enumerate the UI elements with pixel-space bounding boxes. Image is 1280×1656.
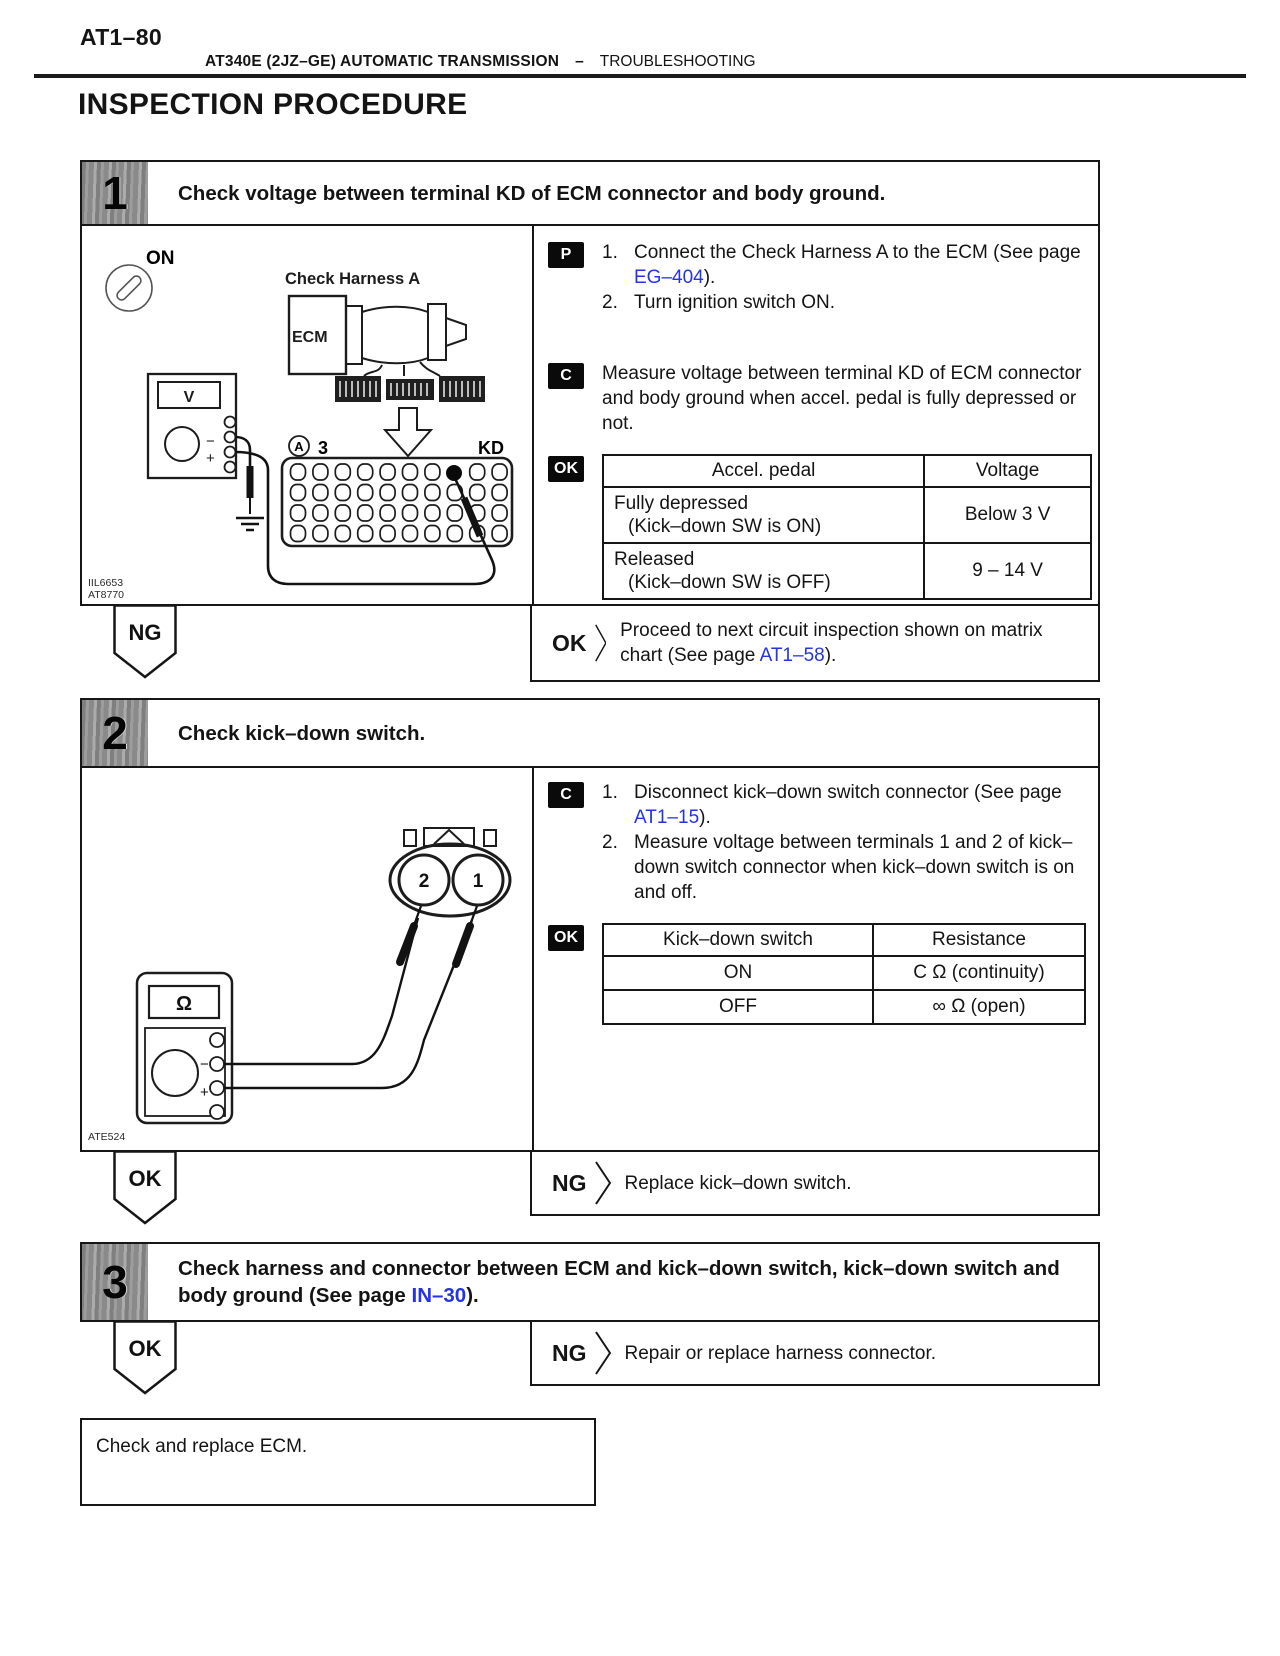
final-action-text: Check and replace ECM.: [96, 1436, 308, 1457]
list-item: [602, 290, 1092, 315]
resistance-spec-table: [602, 923, 1086, 1025]
step-1-body: [82, 226, 1098, 604]
ng-result-label: NG: [552, 1169, 587, 1196]
step-1-diagram: [82, 226, 534, 604]
svg-text:−: −: [200, 1056, 209, 1073]
step-3-header: [82, 1244, 1098, 1320]
section-separator: –: [575, 53, 584, 70]
step-2-instructions: [534, 768, 1098, 1150]
running-header: [205, 53, 756, 71]
cell-value: C Ω (continuity): [873, 956, 1085, 990]
ok-result-label: OK: [552, 629, 587, 656]
step-1-title: Check voltage between terminal KD of ECM connector and body ground.: [178, 181, 886, 205]
figure-code-1: IIL6653: [88, 577, 124, 589]
item-number: 2.: [602, 292, 618, 313]
header-rule: [34, 74, 1246, 78]
kickdown-connector-icon: [390, 828, 510, 916]
item-number: 1.: [602, 242, 618, 263]
table-header: Kick–down switch: [603, 924, 873, 956]
check-text: Measure voltage between terminal KD of ECM connector and body ground when accel. pedal is fully depressed or not.: [602, 363, 1082, 434]
ng-result-label: NG: [552, 1339, 587, 1366]
svg-text:KD: KD: [478, 438, 504, 458]
table-row: [603, 990, 1085, 1024]
check-badge: C: [548, 363, 584, 389]
figure-code: ATE524: [88, 1131, 126, 1143]
svg-text:−: −: [206, 433, 215, 450]
ok-badge: OK: [548, 925, 584, 951]
ok-result-text: [620, 618, 1088, 668]
page-link-eg404[interactable]: EG–404: [634, 267, 704, 288]
step-3-results: [80, 1322, 1100, 1410]
prepare-badge: P: [548, 242, 584, 268]
svg-text:V: V: [183, 389, 195, 406]
item-text: Disconnect kick–down switch connector (See page: [634, 782, 1062, 803]
ok-spec-row: [548, 923, 1092, 1025]
cell-line: Released: [614, 549, 695, 570]
item-number: 2.: [602, 832, 618, 853]
section-subtitle: TROUBLESHOOTING: [599, 53, 756, 70]
table-row: [603, 487, 1091, 543]
svg-text:Check Harness A: Check Harness A: [285, 270, 421, 288]
table-header: Voltage: [924, 455, 1091, 487]
ecm-voltage-check-diagram: [82, 226, 530, 602]
svg-text:A: A: [294, 439, 304, 454]
ng-pentagon-badge: [113, 604, 177, 680]
voltage-spec-table: [602, 454, 1092, 600]
ok-spec-row: [548, 454, 1092, 600]
step-3-number-badge: 3: [82, 1244, 148, 1320]
chevron-right-icon: [595, 617, 607, 669]
step-3-box: [80, 1242, 1100, 1322]
check-badge: C: [548, 782, 584, 808]
probe-wires: [224, 906, 477, 1088]
svg-text:ON: ON: [146, 248, 175, 269]
result-text: Proceed to next circuit inspection shown on matrix chart (See page: [620, 620, 1043, 666]
check-row: [548, 780, 1092, 905]
svg-text:+: +: [200, 1084, 209, 1101]
result-text-post: ).: [824, 645, 837, 666]
svg-text:1: 1: [472, 871, 484, 892]
kickdown-switch-check-diagram: [82, 768, 530, 1148]
step-2-body: [82, 768, 1098, 1150]
section-title: AT340E (2JZ–GE) AUTOMATIC TRANSMISSION: [205, 53, 560, 70]
ok-result-box: [530, 604, 1100, 682]
svg-text:OK: OK: [128, 1336, 162, 1361]
chevron-right-icon: [595, 1331, 611, 1375]
figure-code-2: AT8770: [88, 589, 124, 601]
step-2-results: [80, 1152, 1100, 1242]
ng-result-box: [530, 1150, 1100, 1216]
svg-text:NG: NG: [128, 620, 162, 645]
svg-text:3: 3: [318, 438, 329, 458]
table-header: Accel. pedal: [603, 455, 924, 487]
check-row: [548, 361, 1092, 436]
item-text: Measure voltage between terminals 1 and 2 of kick–down switch connector when kick–down switch is on and off.: [634, 832, 1075, 903]
down-arrow-icon: [385, 408, 431, 456]
table-row: [603, 956, 1085, 990]
cell-value: OFF: [603, 990, 873, 1024]
page-title: INSPECTION PROCEDURE: [78, 88, 468, 121]
item-text-post: ).: [699, 807, 711, 828]
ok-badge: OK: [548, 456, 584, 482]
page-number: AT1–80: [80, 24, 162, 50]
list-item: [602, 240, 1092, 290]
cell-value: 9 – 14 V: [924, 543, 1091, 599]
ohmmeter-icon: [137, 973, 232, 1123]
chevron-right-icon: [595, 1161, 611, 1205]
list-item: [602, 830, 1092, 905]
cell-line: (Kick–down SW is ON): [628, 516, 822, 537]
step-2-number-badge: 2: [82, 700, 148, 766]
cell-line: Fully depressed: [614, 493, 749, 514]
step-2-box: [80, 698, 1100, 1152]
svg-text:OK: OK: [128, 1166, 162, 1191]
ok-pentagon-badge: [113, 1150, 177, 1226]
title-text: Check harness and connector between ECM and kick–down switch, kick–down switch and body ground (See page: [178, 1257, 1060, 1307]
cell-value: ON: [603, 956, 873, 990]
page-link-at115[interactable]: AT1–15: [634, 807, 700, 828]
ignition-switch-icon: [106, 248, 175, 311]
item-number: 1.: [602, 782, 618, 803]
step-1-instructions: [534, 226, 1098, 604]
ng-result-text: Repair or replace harness connector.: [624, 1342, 937, 1364]
step-2-title: Check kick–down switch.: [178, 721, 426, 745]
svg-text:ECM: ECM: [292, 329, 328, 346]
svg-text:+: +: [206, 450, 215, 467]
cell-line: (Kick–down SW is OFF): [628, 572, 831, 593]
step-1-results: [80, 606, 1100, 698]
voltmeter-icon: [148, 374, 236, 478]
cell-value: ∞ Ω (open): [873, 990, 1085, 1024]
harness-connectors-icon: [335, 376, 485, 402]
prepare-row: [548, 240, 1092, 315]
item-text-post: ).: [703, 267, 716, 288]
page-link-at158[interactable]: AT1–58: [759, 645, 825, 666]
svg-text:2: 2: [418, 871, 430, 892]
table-row: [603, 543, 1091, 599]
table-header: Resistance: [873, 924, 1085, 956]
ok-pentagon-badge: [113, 1320, 177, 1396]
page-link-in30[interactable]: IN–30: [411, 1284, 467, 1307]
svg-text:Ω: Ω: [175, 993, 193, 1015]
list-item: [602, 780, 1092, 830]
final-action-box: [80, 1418, 596, 1506]
check-harness-a-icon: [285, 270, 466, 376]
step-2-header: [82, 700, 1098, 768]
step-1-box: [80, 160, 1100, 606]
item-text: Connect the Check Harness A to the ECM (See page: [634, 242, 1081, 263]
title-text-post: ).: [466, 1284, 479, 1307]
step-1-number-badge: 1: [82, 162, 148, 224]
procedure-content: [80, 160, 1100, 1506]
step-2-diagram: [82, 768, 534, 1150]
item-text: Turn ignition switch ON.: [634, 292, 835, 313]
step-3-title: [148, 1244, 1098, 1320]
cell-value: Below 3 V: [924, 487, 1091, 543]
ng-result-box: [530, 1320, 1100, 1386]
ng-result-text: Replace kick–down switch.: [624, 1172, 852, 1194]
kd-probe-wire: [235, 452, 494, 584]
step-1-header: [82, 162, 1098, 226]
